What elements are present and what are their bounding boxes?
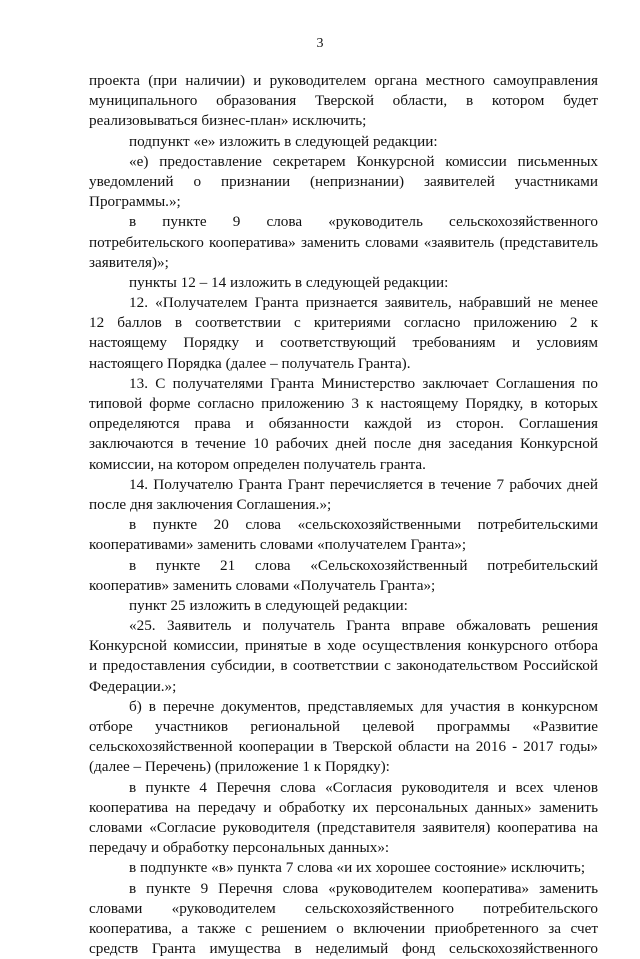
text-line: определяются права и обязанности каждой из сторон. Соглашения — [89, 415, 598, 433]
text-line: словами «Согласие руководителя (представителя заявителя) кооператива на — [89, 818, 598, 836]
text-line: кооператив» заменить словами «Получатель Гранта»; — [89, 576, 436, 594]
text-line: подпункт «е» изложить в следующей редакции: — [129, 132, 438, 150]
text-line: кооператива, а также с решением о включении приобретенного за счет — [89, 919, 598, 937]
text-line: средств Гранта имущества в неделимый фонд сельскохозяйственного — [89, 940, 598, 958]
text-line: 12. «Получателем Гранта признается заявитель, набравший не менее — [129, 294, 598, 312]
text-line: Федерации.»; — [89, 677, 177, 695]
text-line: заключаются в течение 10 рабочих дней после дня заседания Конкурсной — [89, 435, 598, 453]
text-line: после дня заключения Соглашения.»; — [89, 495, 332, 513]
text-line: типовой форме согласно приложению 3 к настоящему Порядку, в которых — [89, 395, 598, 412]
text-line: заявителя)»; — [89, 253, 169, 271]
text-line: (далее – Перечень) (приложение 1 к Порядку): — [89, 758, 390, 776]
text-line: в пункте 9 Перечня слова «руководителем кооператива» заменить — [129, 879, 598, 897]
text-line: и предоставления субсидии, в соответствии с законодательством Российской — [89, 657, 598, 675]
text-line: кооператива на передачу и обработку их персональных данных» заменить — [89, 798, 598, 816]
text-line: муниципального образования Тверской области, в котором будет — [89, 92, 598, 110]
page-number: 3 — [316, 36, 324, 51]
text-line: проекта (при наличии) и руководителем органа местного самоуправления — [89, 72, 598, 89]
text-line: уведомлений о признании (непризнании) заявителей участниками — [89, 172, 598, 190]
text-line: кооперативами» заменить словами «получателем Гранта»; — [89, 536, 467, 554]
text-line: словами «руководителем сельскохозяйственного потребительского — [89, 899, 598, 917]
text-line: в пункте 4 Перечня слова «Согласия руководителя и всех членов — [129, 778, 598, 796]
document-body — [89, 71, 598, 959]
text-line: 12 баллов в соответствии с критериями согласно приложению 2 к — [89, 314, 598, 332]
text-line: в пункте 21 слова «Сельскохозяйственный потребительский — [129, 556, 598, 574]
text-line: Программы.»; — [89, 193, 181, 211]
text-line: «25. Заявитель и получатель Гранта вправе обжаловать решения — [129, 617, 598, 635]
text-line: 13. С получателями Гранта Министерство заключает Соглашения по — [129, 374, 598, 392]
text-line: сельскохозяйственной кооперации в Тверской области на 2016 - 2017 годы» — [89, 738, 598, 756]
text-line: в пункте 20 слова «сельскохозяйственными потребительскими — [129, 516, 598, 534]
text-line: настоящего Порядка (далее – получатель Гранта). — [89, 354, 411, 372]
text-line: отборе участников региональной целевой программы «Развитие — [89, 718, 598, 735]
text-line: потребительского кооператива» заменить словами «заявитель (представитель — [89, 233, 598, 251]
text-line: «е) предоставление секретарем Конкурсной комиссии письменных — [129, 152, 598, 170]
text-line: в пункте 9 слова «руководитель сельскохозяйственного — [129, 213, 598, 231]
text-line: пункты 12 – 14 изложить в следующей редакции: — [129, 273, 449, 291]
text-line: б) в перечне документов, представляемых для участия в конкурсном — [129, 697, 598, 715]
text-line: в подпункте «в» пункта 7 слова «и их хорошее состояние» исключить; — [129, 859, 586, 877]
text-line: пункт 25 изложить в следующей редакции: — [129, 596, 408, 614]
text-line: реализовываться бизнес-план» исключить; — [89, 112, 367, 130]
text-line: передачу и обработку персональных данных»: — [89, 839, 390, 857]
text-line: 14. Получателю Гранта Грант перечисляется в течение 7 рабочих дней — [129, 475, 598, 493]
text-line: Конкурсной комиссии, принятые в ходе осуществления конкурсного отбора — [89, 637, 598, 655]
text-line: комиссии, на котором определен получатель гранта. — [89, 455, 426, 473]
text-line: настоящему Порядку и соответствующий требованиям и условиям — [89, 334, 598, 352]
